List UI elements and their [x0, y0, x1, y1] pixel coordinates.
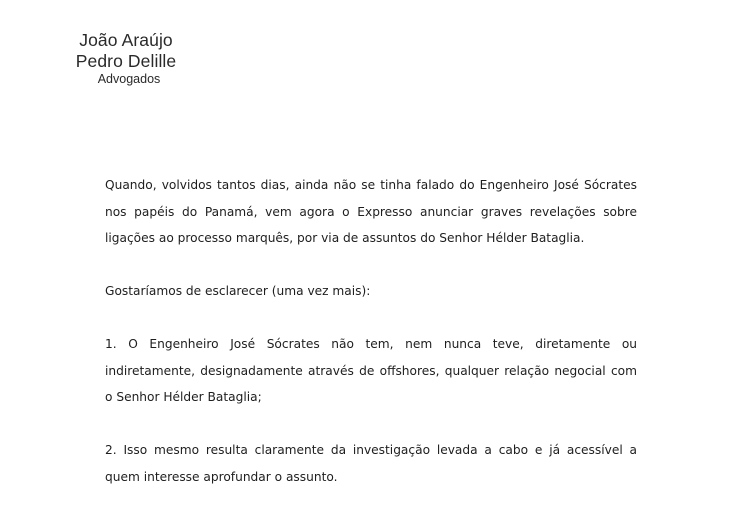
letter-body	[105, 172, 637, 517]
paragraph-point-1: 1. O Engenheiro José Sócrates não tem, nem nunca teve, diretamente ou indiretamente, designadamente através de offshores, qualquer relação negocial com o Senhor Hélder Bataglia;	[105, 337, 637, 404]
lawyer-name-1: João Araújo	[79, 30, 173, 50]
paragraph-intro: Quando, volvidos tantos dias, ainda não se tinha falado do Engenheiro José Sócrates nos papéis do Panamá, vem agora o Expresso anunciar graves revelações sobre ligações ao processo marquês, por via de assuntos do Senhor Hélder Bataglia.	[105, 178, 637, 245]
lawyer-name-2: Pedro Delille	[75, 51, 177, 71]
paragraph-statement: Gostaríamos de esclarecer (uma vez mais):	[105, 284, 371, 298]
letterhead	[66, 30, 186, 86]
firm-label: Advogados	[97, 72, 161, 86]
paragraph-point-2: 2. Isso mesmo resulta claramente da investigação levada a cabo e já acessível a quem interesse aprofundar o assunto.	[105, 443, 637, 484]
